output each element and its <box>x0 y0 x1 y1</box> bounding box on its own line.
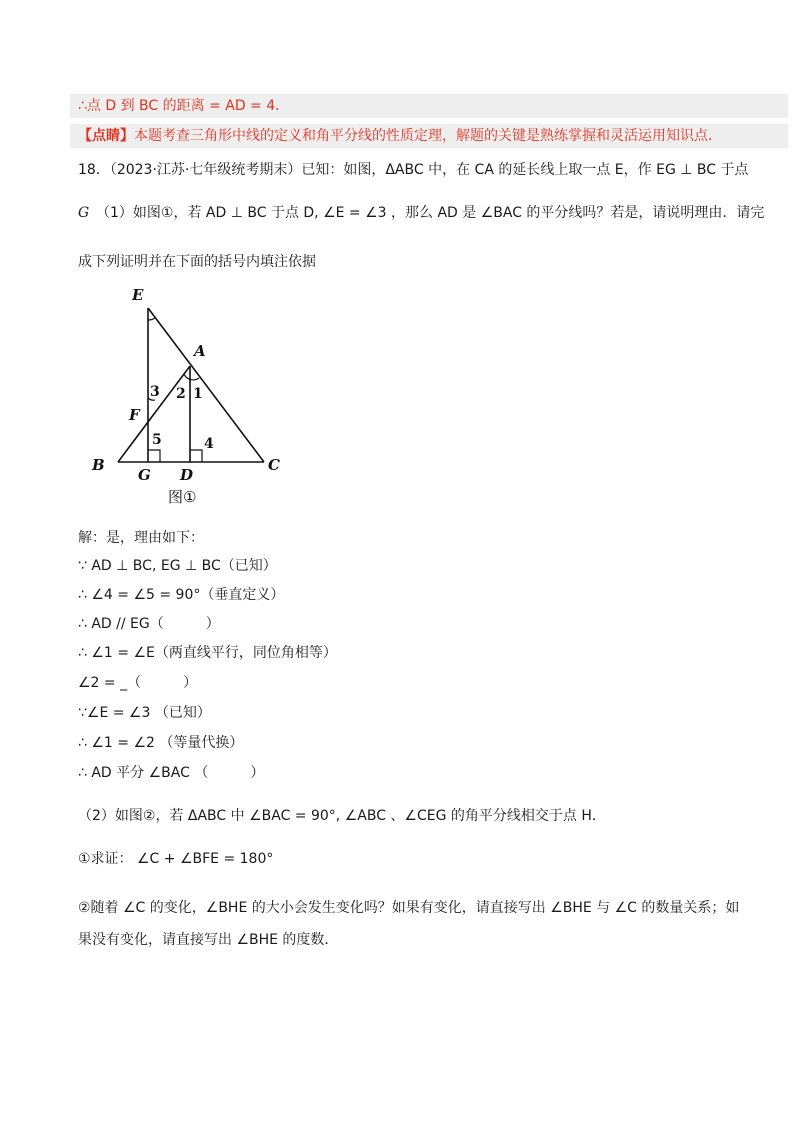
angle-arc-e <box>148 318 155 320</box>
proof-line: ∠2 = _（ ） <box>78 675 198 691</box>
part2-item-2-line1: ②随着 ∠C 的变化，∠BHE 的大小会发生变化吗？如果有变化，请直接写出 ∠BHE 与 ∠C 的数量关系；如 <box>78 900 740 916</box>
question-stem: 已知：如图，ΔABC 中，在 CA 的延长线上取一点 E，作 EG ⊥ BC 于点 <box>301 162 749 178</box>
angle-label-2: 2 <box>176 386 186 402</box>
angle-arc-a <box>184 374 199 380</box>
proof-line: ∴ ∠1 = ∠2 （等量代换） <box>78 735 244 751</box>
comment-tag: 【点睛】 <box>78 128 134 144</box>
point-label-g: G <box>138 466 151 484</box>
angle-label-3: 3 <box>150 384 160 400</box>
question-stem-g: G <box>78 205 90 221</box>
question-source: （2023·江苏·七年级统考期末） <box>109 162 302 178</box>
point-label-d: D <box>180 466 194 484</box>
point-label-c: C <box>268 456 280 474</box>
angle-label-1: 1 <box>193 386 203 402</box>
part2-line: （2）如图②，若 ΔABC 中 ∠BAC = 90°, ∠ABC 、∠CEG 的角平分线相交于点 H． <box>78 808 606 824</box>
point-label-a: A <box>194 342 206 360</box>
right-angle-d <box>190 450 202 462</box>
proof-line: ∴ ∠4 = ∠5 = 90°（垂直定义） <box>78 587 285 603</box>
proof-line: ∴ AD 平分 ∠BAC （ ） <box>78 765 265 781</box>
question-number: 18． <box>78 162 110 178</box>
comment-line <box>78 126 722 146</box>
proof-line: ∴ ∠1 = ∠E（两直线平行，同位角相等） <box>78 645 337 661</box>
part2-item-2-line2: 果没有变化，请直接写出 ∠BHE 的度数． <box>78 932 339 948</box>
question-stem-line <box>78 160 748 180</box>
angle-label-4: 4 <box>204 436 214 452</box>
point-label-e: E <box>132 286 144 304</box>
angle-label-5: 5 <box>152 432 162 448</box>
comment-text: 本题考查三角形中线的定义和角平分线的性质定理，解题的关键是熟练掌握和灵活运用知识点． <box>134 128 722 144</box>
part1-line2: 成下列证明并在下面的括号内填注依据 <box>78 254 316 270</box>
part1-line1: （1）如图①，若 AD ⊥ BC 于点 D, ∠E = ∠3 ，那么 AD 是 ∠BAC 的平分线吗？若是，请说明理由．请完 <box>96 205 765 221</box>
figure-1 <box>80 280 310 510</box>
point-label-f: F <box>129 406 140 424</box>
proof-line: 解：是，理由如下： <box>78 530 204 546</box>
proof-line: ∵∠E = ∠3 （已知） <box>78 705 211 721</box>
right-angle-g <box>148 450 160 462</box>
part2-item-1: ①求证： ∠C + ∠BFE = 180° <box>78 851 274 867</box>
proof-line: ∵ AD ⊥ BC, EG ⊥ BC（已知） <box>78 558 277 574</box>
figure-caption: 图① <box>168 488 197 506</box>
proof-line: ∴ AD // EG（ ） <box>78 616 220 632</box>
point-label-b: B <box>92 456 105 474</box>
prev-conclusion: ∴点 D 到 BC 的距离 = AD = 4． <box>78 98 290 114</box>
